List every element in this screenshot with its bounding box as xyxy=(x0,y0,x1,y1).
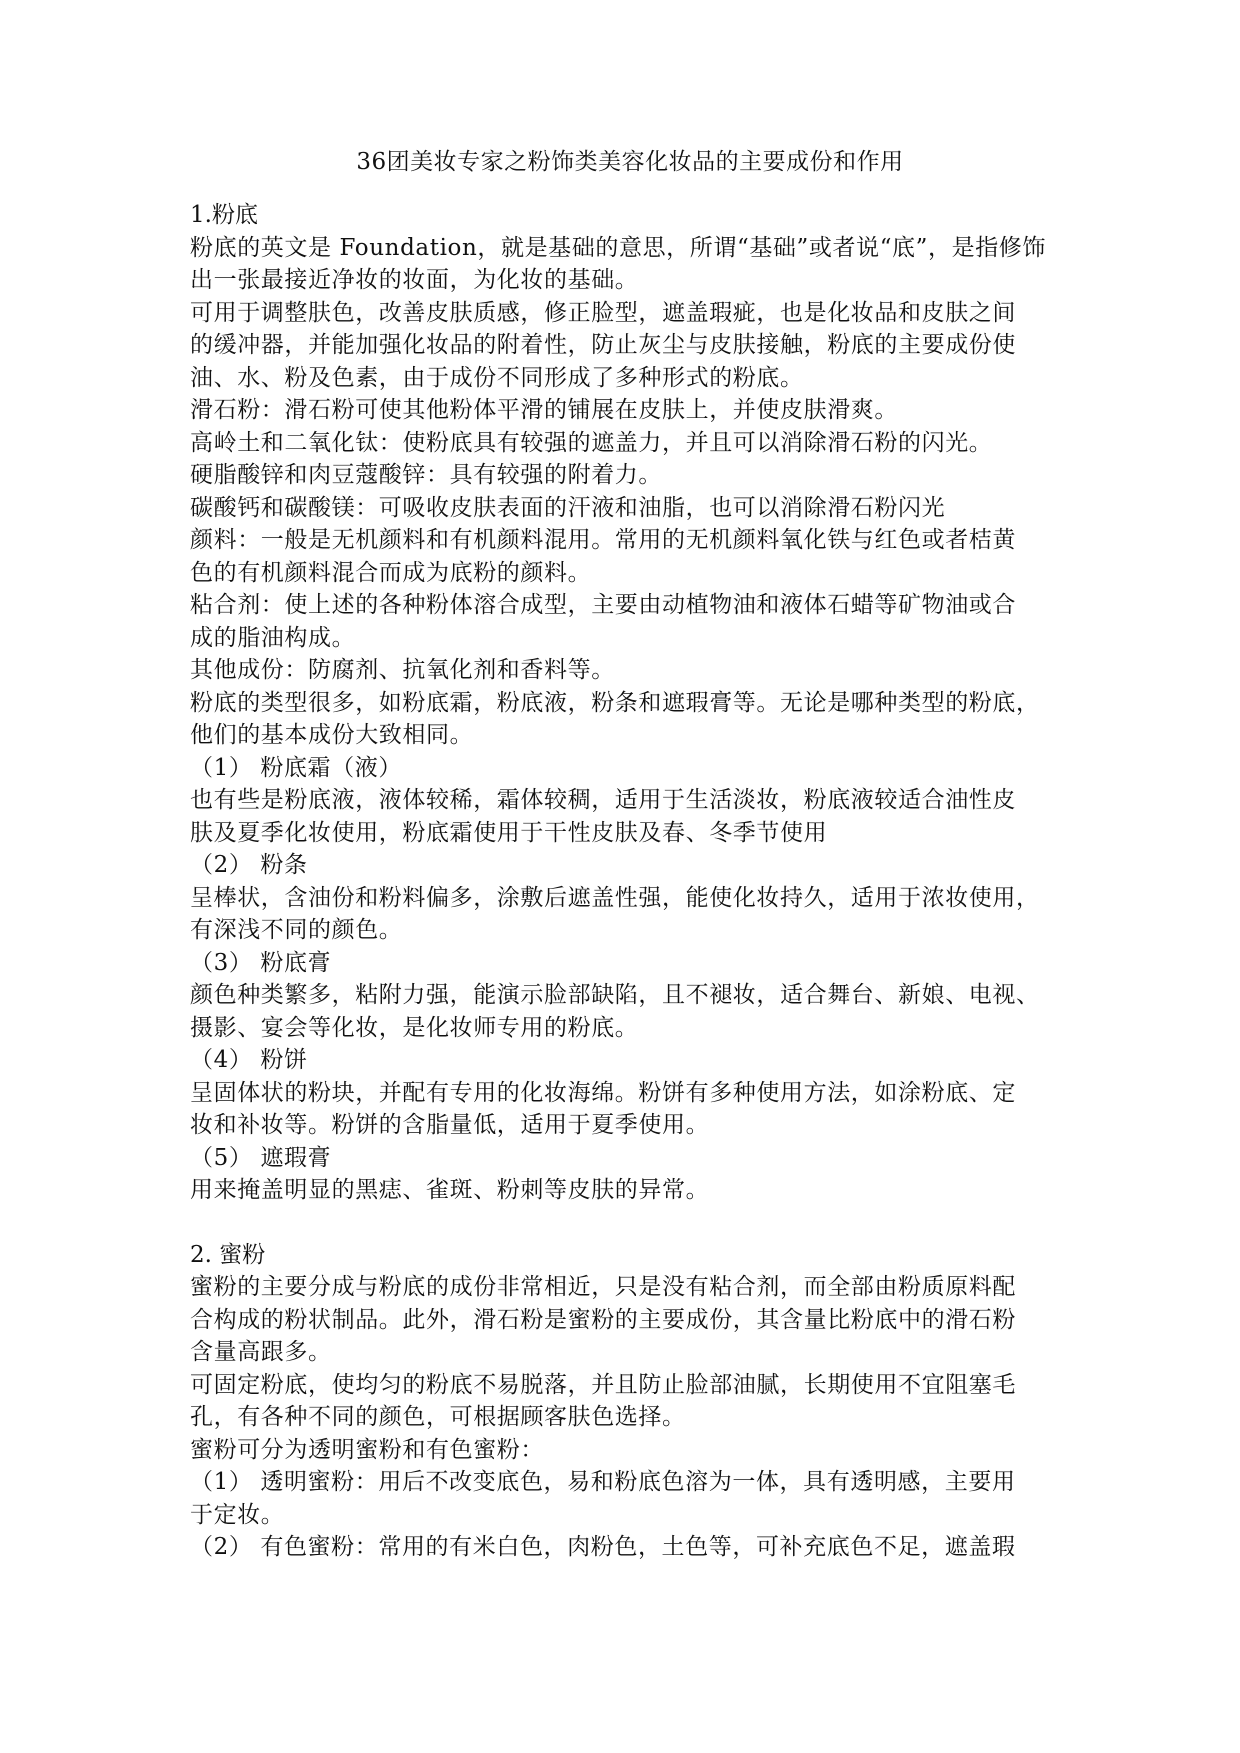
paragraph-line: 粉底的英文是 Foundation，就是基础的意思，所谓“基础”或者说“底”，是指修饰 xyxy=(190,234,1047,261)
paragraph-line: 他们的基本成份大致相同。 xyxy=(190,722,474,748)
paragraph-line: 的缓冲器，并能加强化妆品的附着性，防止灰尘与皮肤接触，粉底的主要成份使 xyxy=(190,332,1016,358)
paragraph-line: 孔，有各种不同的颜色，可根据顾客肤色选择。 xyxy=(190,1404,686,1430)
subheading-concealer: （5） 遮瑕膏 xyxy=(190,1144,332,1171)
section-foundation xyxy=(190,199,1070,1207)
paragraph-line: 摄影、宴会等化妆，是化妆师专用的粉底。 xyxy=(190,1014,639,1041)
document-page xyxy=(190,146,1070,1564)
paragraph-line: 呈棒状，含油份和粉料偏多，涂敷后遮盖性强，能使化妆持久，适用于浓妆使用， xyxy=(190,884,1040,911)
paragraph-line: 蜜粉的主要分成与粉底的成份非常相近，只是没有粘合剂，而全部由粉质原料配 xyxy=(190,1274,1016,1300)
section-spacer xyxy=(190,1207,1070,1239)
subheading-pressed-powder: （4） 粉饼 xyxy=(190,1047,308,1073)
document-title: 36团美妆专家之粉饰类美容化妆品的主要成份和作用 xyxy=(356,149,904,175)
subheading-foundation-cream: （1） 粉底霜（液） xyxy=(190,754,402,781)
subheading-foundation-stick: （2） 粉条 xyxy=(190,852,308,878)
paragraph-line: 含量高跟多。 xyxy=(190,1339,332,1365)
paragraph-line: 粘合剂：使上述的各种粉体溶合成型，主要由动植物油和液体石蜡等矿物油或合 xyxy=(190,592,1016,618)
paragraph-line: 其他成份：防腐剂、抗氧化剂和香料等。 xyxy=(190,657,615,683)
section-heading-foundation: 1.粉底 xyxy=(190,202,258,228)
paragraph-line: 硬脂酸锌和肉豆蔻酸锌：具有较强的附着力。 xyxy=(190,462,662,488)
paragraph-line: 用来掩盖明显的黑痣、雀斑、粉刺等皮肤的异常。 xyxy=(190,1177,710,1203)
paragraph-line: 呈固体状的粉块，并配有专用的化妆海绵。粉饼有多种使用方法，如涂粉底、定 xyxy=(190,1079,1016,1106)
section-heading-loose-powder: 2. 蜜粉 xyxy=(190,1241,266,1268)
paragraph-line: 颜料：一般是无机颜料和有机颜料混用。常用的无机颜料氧化铁与红色或者桔黄 xyxy=(190,527,1016,553)
paragraph-line: 成的脂油构成。 xyxy=(190,624,356,651)
paragraph-line: 妆和补妆等。粉饼的含脂量低，适用于夏季使用。 xyxy=(190,1112,710,1138)
paragraph-line: 合构成的粉状制品。此外，滑石粉是蜜粉的主要成份，其含量比粉底中的滑石粉 xyxy=(190,1306,1016,1333)
paragraph-line: 蜜粉可分为透明蜜粉和有色蜜粉： xyxy=(190,1436,544,1463)
paragraph-line: 色的有机颜料混合而成为底粉的颜料。 xyxy=(190,559,592,586)
paragraph-line: 也有些是粉底液，液体较稀，霜体较稠，适用于生活淡妆，粉底液较适合油性皮 xyxy=(190,787,1016,813)
paragraph-line: 可用于调整肤色，改善皮肤质感，修正脸型，遮盖瑕疵，也是化妆品和皮肤之间 xyxy=(190,299,1016,326)
paragraph-line: 颜色种类繁多，粘附力强，能演示脸部缺陷，且不褪妆，适合舞台、新娘、电视、 xyxy=(190,982,1040,1008)
paragraph-line: 碳酸钙和碳酸镁：可吸收皮肤表面的汗液和油脂，也可以消除滑石粉闪光 xyxy=(190,494,946,521)
paragraph-line: 可固定粉底，使均匀的粉底不易脱落，并且防止脸部油腻，长期使用不宜阻塞毛 xyxy=(190,1371,1016,1398)
paragraph-line: 滑石粉：滑石粉可使其他粉体平滑的铺展在皮肤上，并使皮肤滑爽。 xyxy=(190,397,898,423)
paragraph-line: 出一张最接近净妆的妆面，为化妆的基础。 xyxy=(190,267,639,293)
subheading-translucent-powder: （1） 透明蜜粉：用后不改变底色，易和粉底色溶为一体，具有透明感，主要用 xyxy=(190,1469,1016,1495)
subheading-foundation-paste: （3） 粉底膏 xyxy=(190,949,332,976)
paragraph-line: 油、水、粉及色素，由于成份不同形成了多种形式的粉底。 xyxy=(190,364,804,391)
paragraph-line: 于定妆。 xyxy=(190,1501,285,1528)
section-loose-powder xyxy=(190,1239,1070,1564)
paragraph-line: 有深浅不同的颜色。 xyxy=(190,917,403,943)
paragraph-line: 粉底的类型很多，如粉底霜，粉底液，粉条和遮瑕膏等。无论是哪种类型的粉底， xyxy=(190,689,1040,716)
paragraph-line: 高岭土和二氧化钛：使粉底具有较强的遮盖力，并且可以消除滑石粉的闪光。 xyxy=(190,429,993,456)
subheading-tinted-powder: （2） 有色蜜粉：常用的有米白色，肉粉色，土色等，可补充底色不足，遮盖瑕 xyxy=(190,1534,1016,1560)
paragraph-line: 肤及夏季化妆使用，粉底霜使用于干性皮肤及春、冬季节使用 xyxy=(190,819,828,846)
